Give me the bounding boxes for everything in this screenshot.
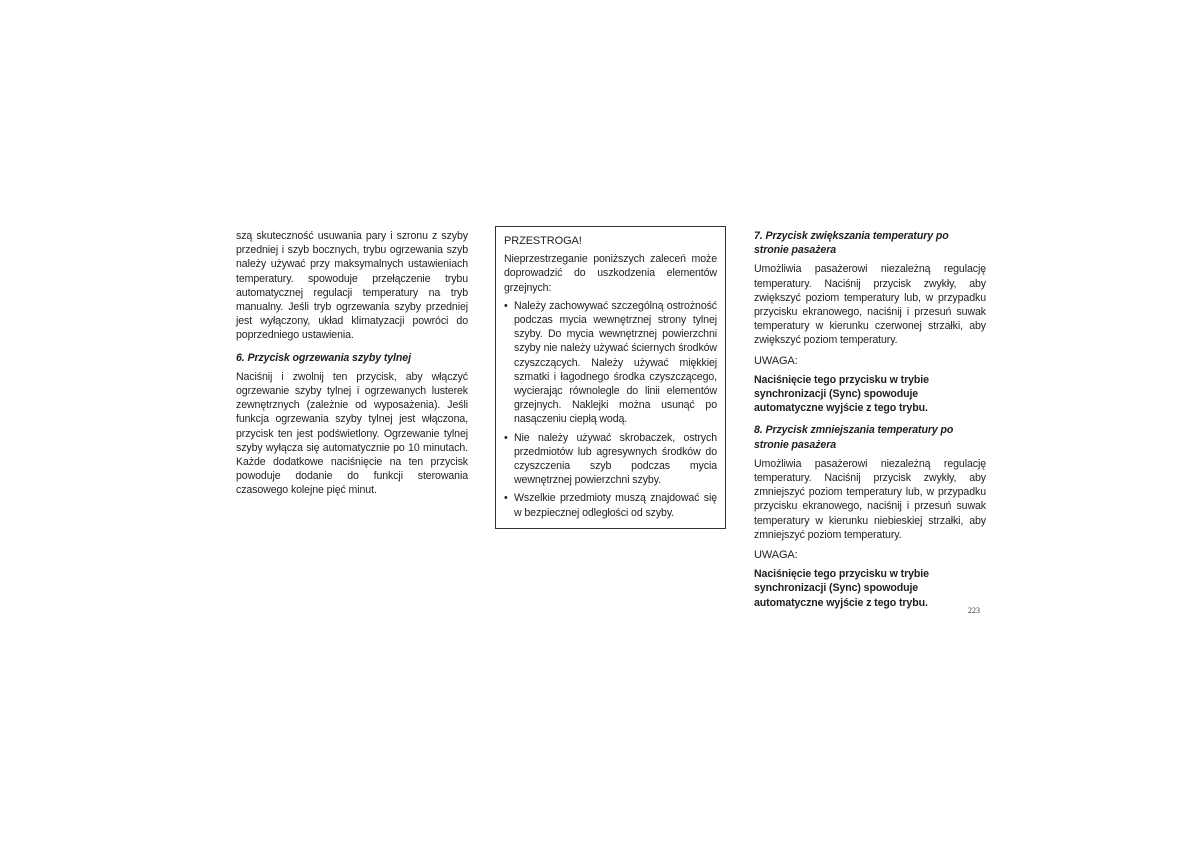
list-item bbox=[504, 431, 717, 488]
bullet-icon: • bbox=[504, 492, 508, 505]
list-item-text: Należy zachowywać szczególną ostrożność podczas mycia wewnętrznej strony tylnej szyby. Do mycia wewnętrznej powierzchni szyby nie należy używać ściernych środków czyszczących. Należy używać miękkiej szmatki i łagodnego środka czyszczącego, wycierając równolegle do linii elementów grzejnych. Naklejki można usunąć po nasączeniu ciepłą wodą. bbox=[514, 299, 717, 426]
list-item bbox=[504, 491, 717, 519]
bullet-icon: • bbox=[504, 299, 508, 312]
section-8-note-label: UWAGA: bbox=[754, 549, 798, 562]
intro-paragraph: szą skuteczność usuwania pary i szronu z szyby przedniej i szyb bocznych, trybu ogrzewania szyb należy używać przy maksymalnych ustawieniach temperatury. spowoduje przełączenie trybu automatycznej regulacji temperatury na tryb manualny. Jeśli tryb ogrzewania szyby przedniej jest wyłączony, układ klimatyzacji powróci do poprzedniego ustawienia. bbox=[236, 230, 468, 342]
list-item-text: Wszelkie przedmioty muszą znajdować się w bezpiecznej odległości od szyby. bbox=[514, 492, 717, 519]
left-column bbox=[236, 229, 468, 498]
page-number: 223 bbox=[968, 606, 980, 615]
bullet-icon: • bbox=[504, 431, 508, 444]
section-8-note: Naciśnięcie tego przycisku w trybie synchronizacji (Sync) spowoduje automatyczne wyjście z tego trybu. bbox=[754, 568, 929, 609]
section-8-body: Umożliwia pasażerowi niezależną regulację temperatury. Naciśnij przycisk zwykły, aby zmniejszyć poziom temperatury lub, w przypadku przycisku ekranowego, naciśnij i przesuń suwak temperatury w kierunku niebieskiej strzałki, aby zmniejszyć poziom temperatury. bbox=[754, 457, 986, 541]
middle-column bbox=[495, 226, 725, 529]
section-8-heading: 8. Przycisk zmniejszania temperatury po stronie pasażera bbox=[754, 424, 954, 451]
caution-box bbox=[495, 226, 726, 529]
section-6-body: Naciśnij i zwolnij ten przycisk, aby włączyć ogrzewanie szyby tylnej i ogrzewanych lusterek zewnętrznych (zależnie od wyposażenia). Jeśli funkcja ogrzewania szyby tylnej jest włączona, przycisk ten jest podświetlony. Ogrzewanie tylnej szyby wyłącza się automatycznie po 10 minutach. Każde dodatkowe naciśnięcie na ten przycisk powoduje dodanie do funkcji sterowania czasowego kolejne pięć minut. bbox=[236, 370, 468, 497]
section-7-note-label: UWAGA: bbox=[754, 354, 798, 367]
section-7-body: Umożliwia pasażerowi niezależną regulację temperatury. Naciśnij przycisk zwykły, aby zwiększyć poziom temperatury lub, w przypadku przycisku ekranowego, naciśnij i przesuń suwak temperatury w kierunku czerwonej strzałki, aby zwiększyć poziom temperatury. bbox=[754, 263, 986, 347]
section-6-heading: 6. Przycisk ogrzewania szyby tylnej bbox=[236, 351, 411, 364]
right-column bbox=[754, 229, 986, 610]
list-item-text: Nie należy używać skrobaczek, ostrych przedmiotów lub agresywnych środków do czyszczenia szyb podczas mycia wewnętrznej powierzchni szyby. bbox=[514, 431, 717, 487]
list-item bbox=[504, 299, 717, 427]
section-7-note: Naciśnięcie tego przycisku w trybie synchronizacji (Sync) spowoduje automatyczne wyjście z tego trybu. bbox=[754, 373, 929, 415]
caution-bullet-list bbox=[504, 299, 717, 520]
caution-intro: Nieprzestrzeganie poniższych zaleceń może doprowadzić do uszkodzenia elementów grzejnych: bbox=[504, 253, 717, 294]
caution-title: PRZESTROGA! bbox=[504, 235, 582, 247]
section-7-heading: 7. Przycisk zwiększania temperatury po stronie pasażera bbox=[754, 230, 949, 257]
